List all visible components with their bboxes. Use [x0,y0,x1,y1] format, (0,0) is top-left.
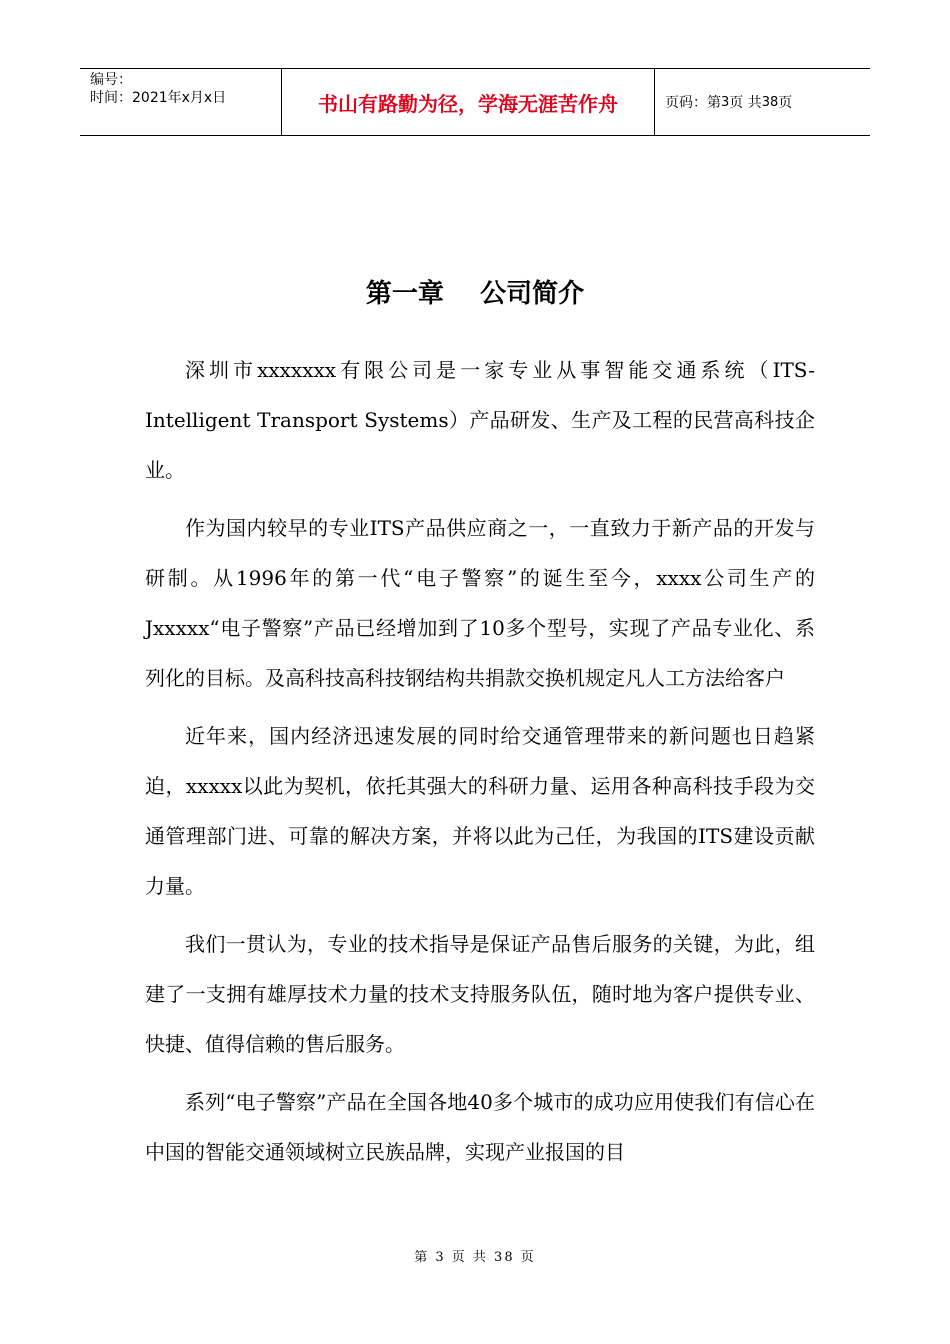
paragraph: 系列“电子警察”产品在全国各地40多个城市的成功应用使我们有信心在中国的智能交通领域树立民族品牌，实现产业报国的目 [145,1090,815,1164]
paragraph: 我们一贯认为，专业的技术指导是保证产品售后服务的关键，为此，组建了一支拥有雄厚技术力量的技术支持服务队伍，随时地为客户提供专业、快捷、值得信赖的售后服务。 [145,932,815,1056]
page-header [80,68,870,136]
time-label: 时间：2021年x月x日 [90,90,227,106]
page-suffix: 页 [778,95,793,111]
page-mid: 页 共 [729,95,762,111]
page-total: 38 [761,94,779,110]
paragraph: 作为国内较早的专业ITS产品供应商之一，一直致力于新产品的开发与研制。从1996年的第一代“电子警察”的诞生至今，xxxx公司生产的Jxxxxx“电子警察”产品已经增加到了10多个型号，实现了产品专业化、系列化的目标。及高科技高科技钢结构共捐款交换机规定凡人工方法给客户 [145,516,815,690]
number-label: 编号： [90,72,132,88]
header-motto: 书山有路勤为径，学海无涯苦作舟 [281,69,655,135]
paragraph: 深圳市xxxxxxx有限公司是一家专业从事智能交通系统（ITS-Intelligent Transport Systems）产品研发、生产及工程的民营高科技企业。 [145,358,815,482]
chapter-title: 第一章 公司简介 [365,279,585,309]
header-meta [80,69,281,135]
page-prefix: 页码：第 [665,95,721,111]
header-page-info [655,69,870,135]
page-footer: 第 3 页 共 38 页 [414,1250,536,1265]
page-current: 3 [721,94,730,110]
document-body [145,345,815,1185]
paragraph: 近年来，国内经济迅速发展的同时给交通管理带来的新问题也日趋紧迫，xxxxx以此为契机，依托其强大的科研力量、运用各种高科技手段为交通管理部门进、可靠的解决方案，并将以此为己任，为我国的ITS建设贡献力量。 [145,724,815,898]
